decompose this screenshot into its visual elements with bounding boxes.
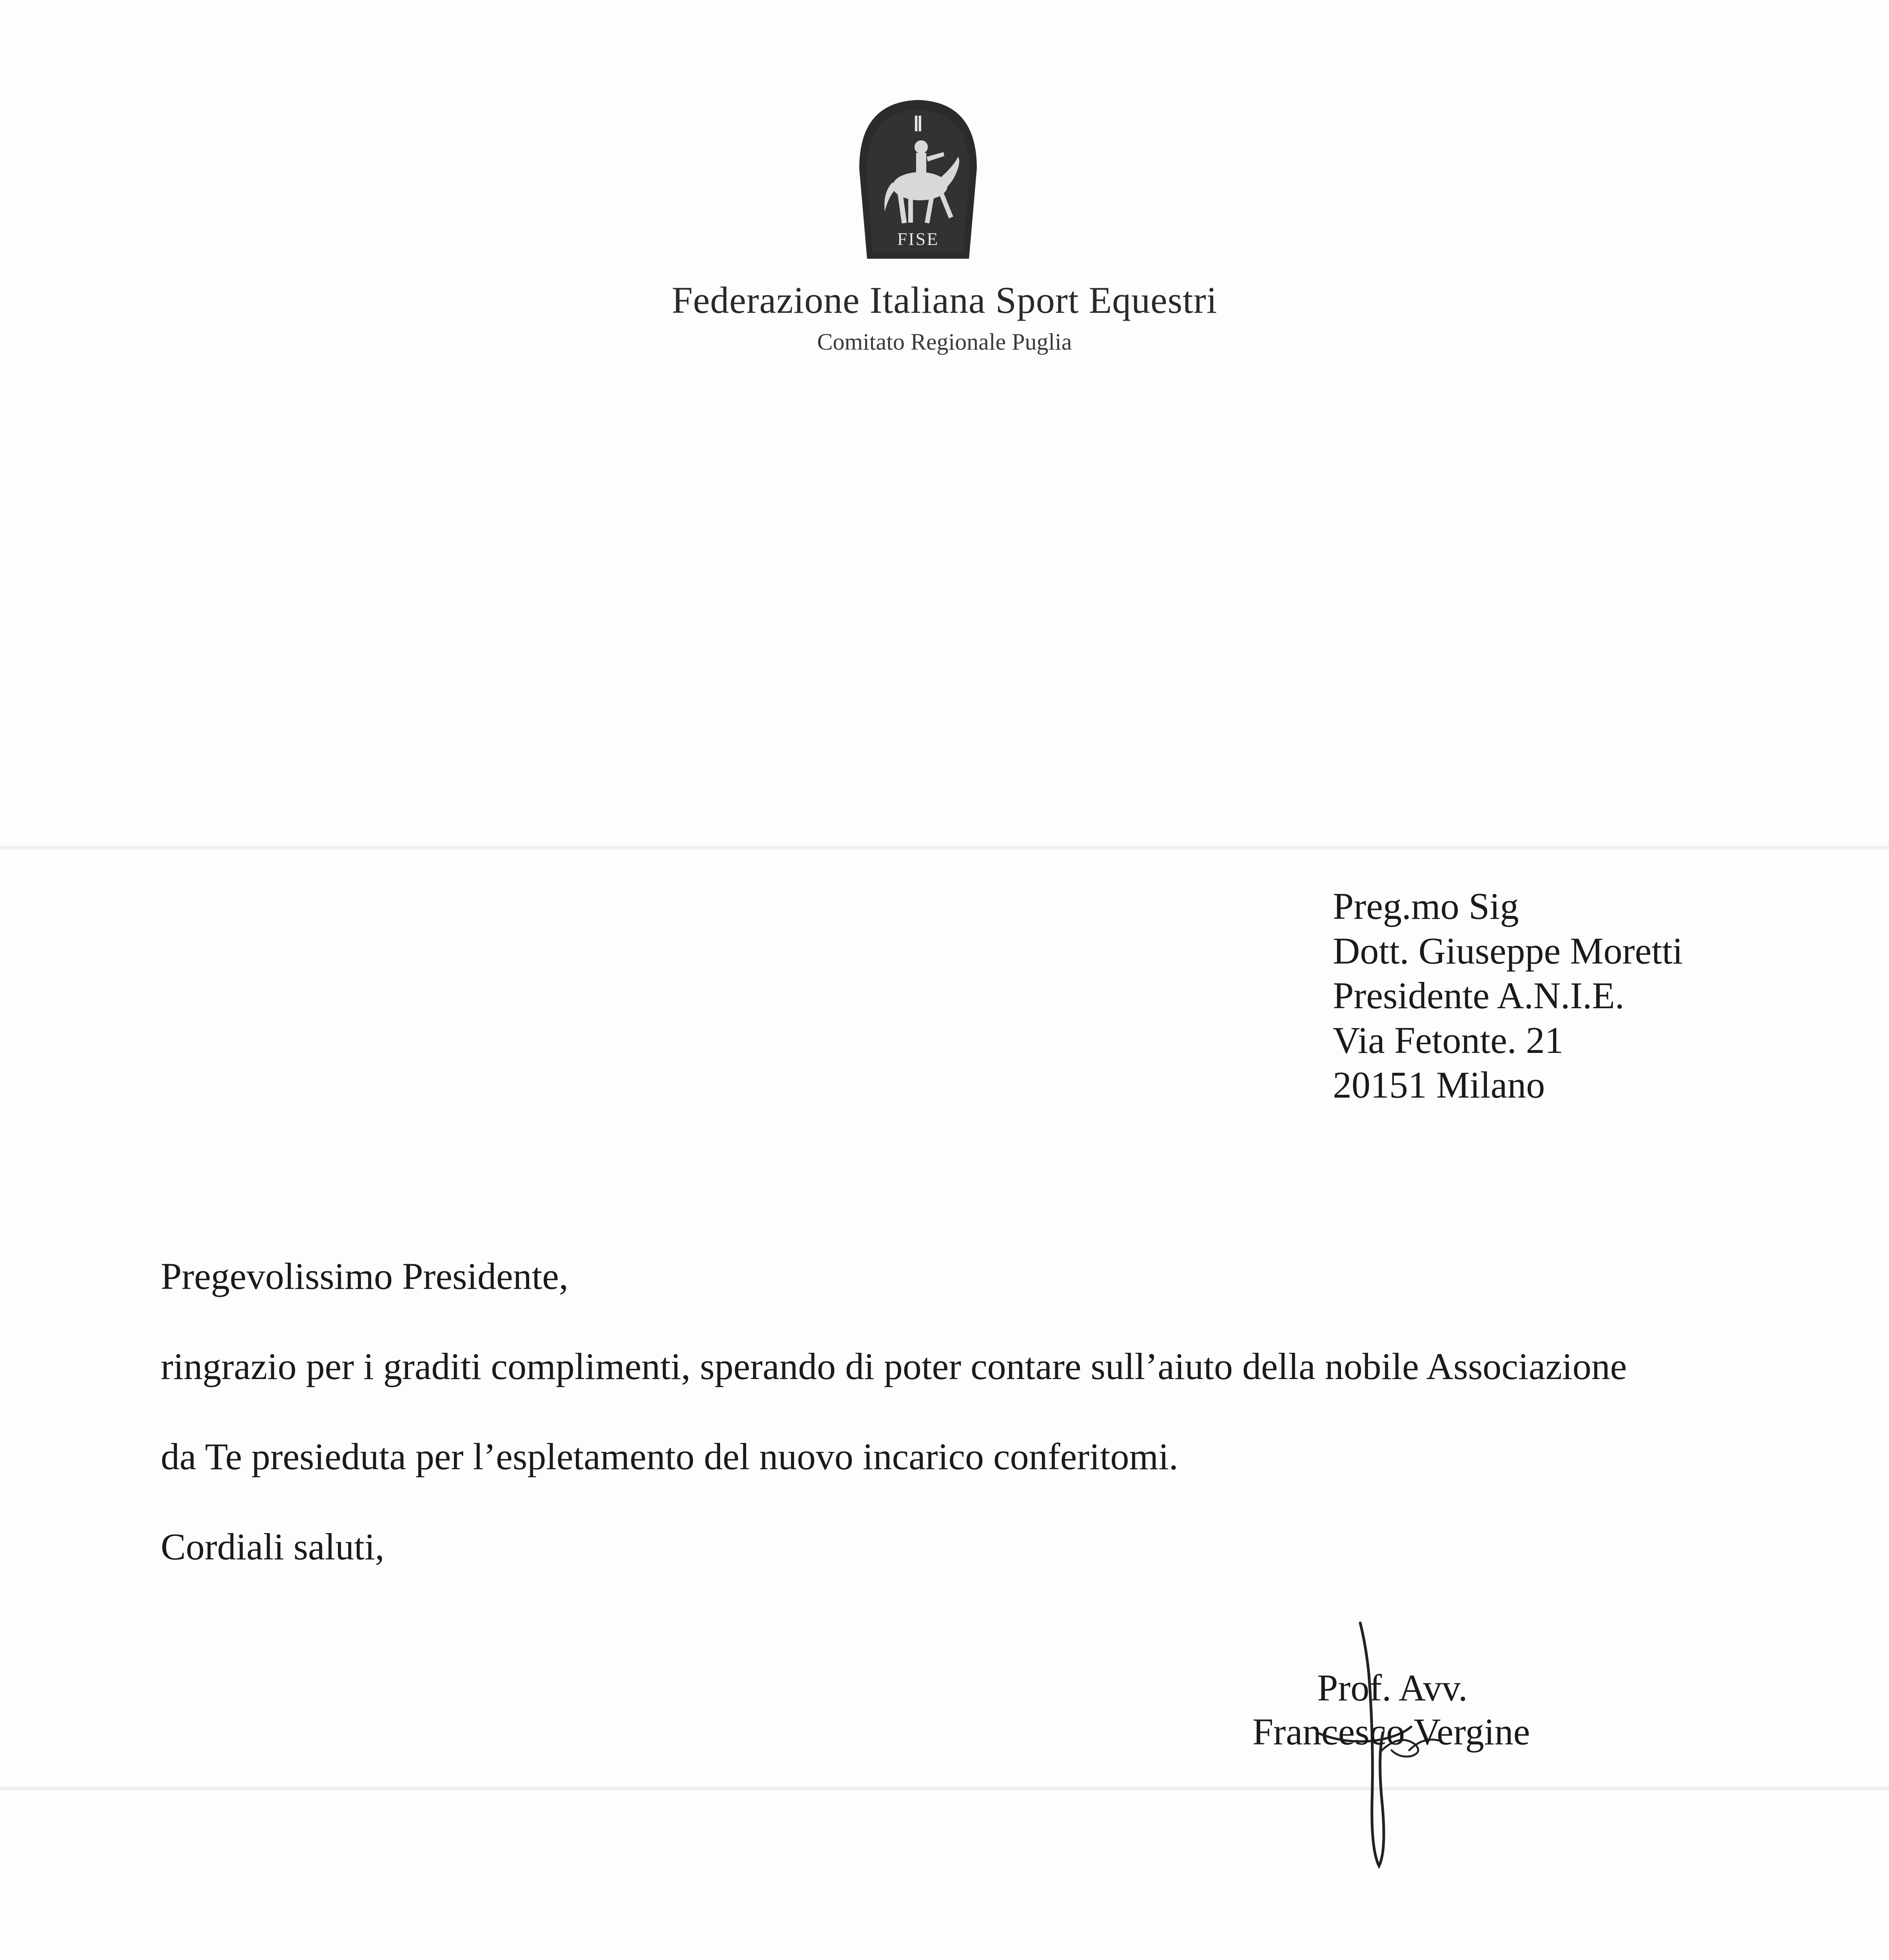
organization-name: Federazione Italiana Sport Equestri [671,279,1218,321]
paper-fold [0,1786,1889,1791]
signer-name: Francesco Vergine [1252,1711,1530,1753]
recipient-address [1333,884,1683,1107]
body-paragraph-line: da Te presieduta per l’espletamento del nuovo incarico conferitomi. [161,1436,1178,1477]
recipient-line: Via Fetonte. 21 [1333,1019,1564,1061]
paper-fold [0,845,1889,850]
closing: Cordiali saluti, [161,1526,385,1568]
body-paragraph-line: ringrazio per i graditi complimenti, sperando di poter contare sull’aiuto della nobile Associazione [161,1345,1627,1387]
recipient-line: Presidente A.N.I.E. [1333,975,1624,1016]
salutation: Pregevolissimo Presidente, [161,1255,568,1297]
recipient-line: Dott. Giuseppe Moretti [1333,930,1683,972]
organization-subtitle: Comitato Regionale Puglia [817,329,1072,355]
fise-logo-icon [855,94,981,267]
recipient-line: Preg.mo Sig [1333,885,1519,927]
logo-text: FISE [897,229,939,249]
recipient-line: 20151 Milano [1333,1064,1545,1106]
signer-title: Prof. Avv. [1317,1667,1468,1709]
